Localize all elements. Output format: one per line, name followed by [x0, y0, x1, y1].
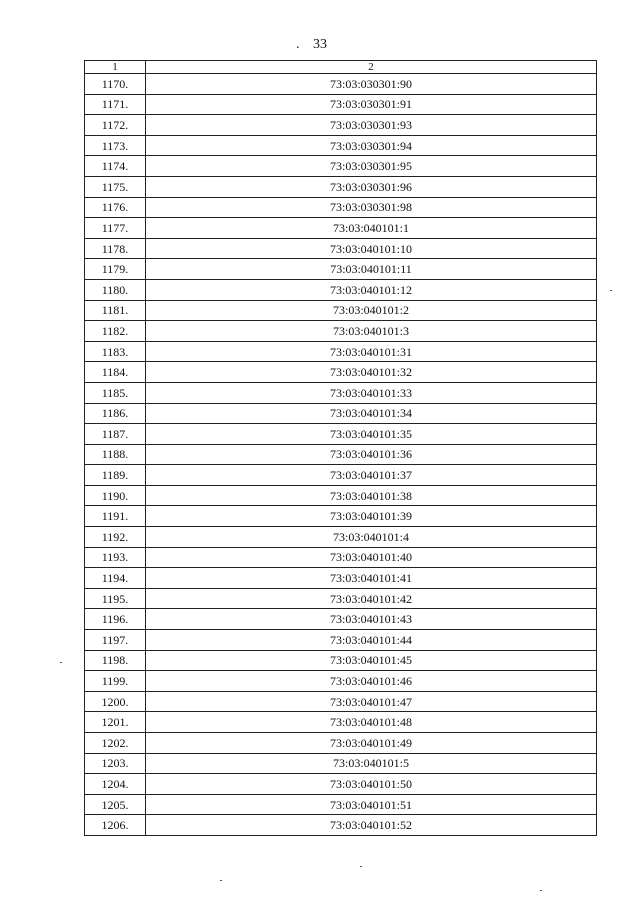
table-row: [85, 74, 597, 95]
table-row: [85, 506, 597, 527]
row-index-cell: 1187.: [85, 424, 146, 445]
row-index-cell: 1190.: [85, 485, 146, 506]
cadastral-number-cell: 73:03:040101:43: [146, 609, 597, 630]
table-row: [85, 403, 597, 424]
scan-speck: [540, 890, 542, 891]
table-row: [85, 300, 597, 321]
table-row: [85, 94, 597, 115]
row-index-cell: 1182.: [85, 321, 146, 342]
row-index-cell: 1197.: [85, 630, 146, 651]
row-index-cell: 1170.: [85, 74, 146, 95]
cadastral-number-cell: 73:03:040101:47: [146, 691, 597, 712]
cadastral-number-cell: 73:03:030301:94: [146, 135, 597, 156]
table-row: [85, 671, 597, 692]
cadastral-number-cell: 73:03:040101:48: [146, 712, 597, 733]
row-index-cell: 1184.: [85, 362, 146, 383]
cadastral-number-cell: 73:03:040101:40: [146, 547, 597, 568]
table-row: [85, 115, 597, 136]
table-row: [85, 176, 597, 197]
column-header-index: 1: [85, 61, 146, 74]
cadastral-number-cell: 73:03:040101:10: [146, 238, 597, 259]
table-row: [85, 321, 597, 342]
row-index-cell: 1206.: [85, 815, 146, 836]
row-index-cell: 1205.: [85, 794, 146, 815]
scan-speck: [610, 290, 612, 291]
table-row: [85, 259, 597, 280]
cadastral-number-cell: 73:03:040101:2: [146, 300, 597, 321]
table-row: [85, 650, 597, 671]
column-header-cadastral-number: 2: [146, 61, 597, 74]
table-row: [85, 691, 597, 712]
cadastral-number-cell: 73:03:040101:52: [146, 815, 597, 836]
table-header-row: [85, 61, 597, 74]
table-row: [85, 568, 597, 589]
page-number-text: 33: [313, 37, 327, 52]
row-index-cell: 1179.: [85, 259, 146, 280]
cadastral-number-cell: 73:03:040101:11: [146, 259, 597, 280]
scan-speck: [360, 866, 362, 867]
table-row: [85, 424, 597, 445]
row-index-cell: 1172.: [85, 115, 146, 136]
cadastral-number-cell: 73:03:040101:3: [146, 321, 597, 342]
row-index-cell: 1176.: [85, 197, 146, 218]
cadastral-number-cell: 73:03:040101:38: [146, 485, 597, 506]
row-index-cell: 1191.: [85, 506, 146, 527]
row-index-cell: 1203.: [85, 753, 146, 774]
table-row: [85, 547, 597, 568]
row-index-cell: 1192.: [85, 527, 146, 548]
row-index-cell: 1201.: [85, 712, 146, 733]
table-row: [85, 382, 597, 403]
row-index-cell: 1173.: [85, 135, 146, 156]
table-row: [85, 815, 597, 836]
row-index-cell: 1174.: [85, 156, 146, 177]
page-number: [0, 36, 640, 54]
cadastral-number-cell: 73:03:040101:50: [146, 774, 597, 795]
row-index-cell: 1181.: [85, 300, 146, 321]
table-row: [85, 465, 597, 486]
row-index-cell: 1198.: [85, 650, 146, 671]
cadastral-number-cell: 73:03:030301:91: [146, 94, 597, 115]
table-row: [85, 588, 597, 609]
row-index-cell: 1199.: [85, 671, 146, 692]
row-index-cell: 1178.: [85, 238, 146, 259]
cadastral-number-cell: 73:03:040101:41: [146, 568, 597, 589]
table-row: [85, 341, 597, 362]
cadastral-number-cell: 73:03:040101:51: [146, 794, 597, 815]
row-index-cell: 1202.: [85, 733, 146, 754]
scan-speck: [60, 662, 62, 663]
cadastral-number-cell: 73:03:040101:5: [146, 753, 597, 774]
table-row: [85, 712, 597, 733]
cadastral-number-cell: 73:03:040101:12: [146, 279, 597, 300]
row-index-cell: 1200.: [85, 691, 146, 712]
cadastral-number-cell: 73:03:040101:34: [146, 403, 597, 424]
table-body: [85, 74, 597, 836]
cadastral-number-cell: 73:03:030301:93: [146, 115, 597, 136]
table-row: [85, 279, 597, 300]
row-index-cell: 1175.: [85, 176, 146, 197]
row-index-cell: 1194.: [85, 568, 146, 589]
row-index-cell: 1193.: [85, 547, 146, 568]
scan-speck: [220, 880, 222, 881]
cadastral-number-cell: 73:03:040101:46: [146, 671, 597, 692]
table-row: [85, 485, 597, 506]
table-row: [85, 362, 597, 383]
table-row: [85, 527, 597, 548]
table-row: [85, 238, 597, 259]
row-index-cell: 1183.: [85, 341, 146, 362]
row-index-cell: 1185.: [85, 382, 146, 403]
table-row: [85, 135, 597, 156]
table-row: [85, 630, 597, 651]
table-row: [85, 753, 597, 774]
cadastral-number-cell: 73:03:040101:4: [146, 527, 597, 548]
cadastral-number-cell: 73:03:030301:95: [146, 156, 597, 177]
page-mark: .: [296, 37, 300, 52]
table-row: [85, 774, 597, 795]
row-index-cell: 1188.: [85, 444, 146, 465]
cadastral-number-cell: 73:03:040101:32: [146, 362, 597, 383]
row-index-cell: 1186.: [85, 403, 146, 424]
row-index-cell: 1195.: [85, 588, 146, 609]
cadastral-number-cell: 73:03:040101:36: [146, 444, 597, 465]
cadastral-number-cell: 73:03:040101:45: [146, 650, 597, 671]
row-index-cell: 1196.: [85, 609, 146, 630]
cadastral-number-table: [84, 60, 597, 836]
row-index-cell: 1189.: [85, 465, 146, 486]
cadastral-number-cell: 73:03:040101:1: [146, 218, 597, 239]
cadastral-number-cell: 73:03:040101:49: [146, 733, 597, 754]
cadastral-number-cell: 73:03:040101:33: [146, 382, 597, 403]
table-row: [85, 609, 597, 630]
cadastral-number-cell: 73:03:040101:42: [146, 588, 597, 609]
cadastral-number-cell: 73:03:040101:39: [146, 506, 597, 527]
cadastral-number-cell: 73:03:040101:44: [146, 630, 597, 651]
table-row: [85, 156, 597, 177]
table-row: [85, 218, 597, 239]
row-index-cell: 1177.: [85, 218, 146, 239]
cadastral-number-cell: 73:03:030301:98: [146, 197, 597, 218]
table-row: [85, 733, 597, 754]
table-row: [85, 444, 597, 465]
cadastral-number-cell: 73:03:040101:31: [146, 341, 597, 362]
row-index-cell: 1204.: [85, 774, 146, 795]
cadastral-number-cell: 73:03:040101:37: [146, 465, 597, 486]
cadastral-number-cell: 73:03:030301:90: [146, 74, 597, 95]
table-row: [85, 794, 597, 815]
cadastral-number-cell: 73:03:030301:96: [146, 176, 597, 197]
row-index-cell: 1180.: [85, 279, 146, 300]
cadastral-number-cell: 73:03:040101:35: [146, 424, 597, 445]
table-row: [85, 197, 597, 218]
row-index-cell: 1171.: [85, 94, 146, 115]
